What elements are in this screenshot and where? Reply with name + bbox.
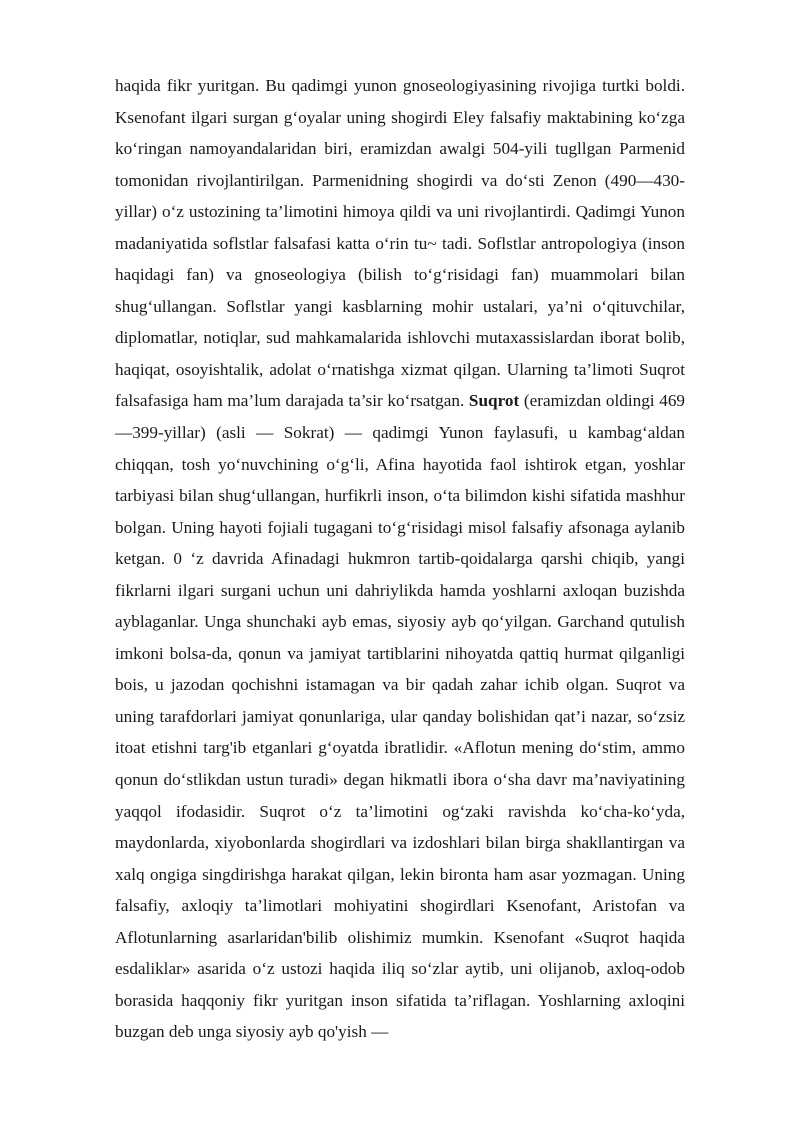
bold-term-suqrot: Suqrot [468,391,520,411]
paragraph-text-before-bold: haqida fikr yuritgan. Bu qadimgi yunon gnoseologiyasining rivojiga turtki boldi. Ksenofant ilgari surgan g‘oyalar uning shogirdi Eley falsafiy maktabining ko‘zga ko‘ringan namoyandalaridan biri, eramizdan awalgi 504-yili tugllgan Parmenid tomonidan rivojlantirilgan. Parmenidning shogirdi va do‘sti Zenon (490—430-yillar) o‘z ustozining ta’limotini himoya qildi va uni rivojlantirdi. Qadimgi Yunon madaniyatida soflstlar falsafasi katta o‘rin tu~ tadi. Soflstlar antropologiya (inson haqidagi fan) va gnoseologiya (bilish to‘g‘risidagi fan) muammolari bilan shug‘ullangan. Soflstlar yangi kasblarning mohir ustalari, ya’ni o‘qituvchilar, diplomatlar, notiqlar, sud mahkamalarida ishlovchi mutaxassislardan iborat bolib, haqiqat, osoyishtalik, adolat o‘rnatishga xizmat qilgan. Ularning ta’limoti Suqrot falsafasiga ham ma’lum darajada ta’sir ko‘rsatgan. [115,76,685,411]
document-page [115,70,685,1048]
paragraph-text-after-bold: (eramizdan oldingi 469 —399-yillar) (asli — Sokrat) — qadimgi Yunon faylasufi, u kambag‘aldan chiqqan, tosh yo‘nuvchining o‘g‘li, Afina hayotida faol ishtirok etgan, yoshlar tarbiyasi bilan shug‘ullangan, hurfikrli inson, o‘ta bilimdon kishi sifatida mashhur bolgan. Uning hayoti fojiali tugagani to‘g‘risidagi misol falsafiy afsonaga aylanib ketgan. 0 ‘z davrida Afinadagi hukmron tartib-qoidalarga qarshi chiqib, yangi fikrlarni ilgari surgani uchun uni dahriylikda hamda yoshlarni axloqan buzishda ayblaganlar. Unga shunchaki ayb emas, siyosiy ayb qo‘yilgan. Garchand qutulish imkoni bolsa-da, qonun va jamiyat tartiblarini nihoyatda qattiq hurmat qilganligi bois, u jazodan qochishni istamagan va bir qadah zahar ichib olgan. Suqrot va uning tarafdorlari jamiyat qonunlariga, ular qanday bolishidan qat’i nazar, so‘zsiz itoat etishni targ'ib etganlari g‘oyatda ibratlidir. «Aflotun mening do‘stim, ammo qonun do‘stlikdan ustun turadi» degan hikmatli ibora o‘sha davr ma’naviyatining yaqqol ifodasidir. Suqrot o‘z ta’limotini og‘zaki ravishda ko‘cha-ko‘yda, maydonlarda, xiyobonlarda shogirdlari va izdoshlari bilan birga shakllantirgan va xalq ongiga singdirishga harakat qilgan, lekin bironta ham asar yozmagan. Uning falsafiy, axloqiy ta’limotlari mohiyatini shogirdlari Ksenofant, Aristofan va Aflotunlarning asarlaridan'bilib olishimiz mumkin. Ksenofant «Suqrot haqida esdaliklar» asarida o‘z ustozi haqida iliq so‘zlar aytib, uni olijanob, axloq-odob borasida haqqoniy fikr yuritgan inson sifatida ta’riflagan. Yoshlarning axloqini buzgan deb unga siyosiy ayb qo'yish — [115,391,686,1042]
body-paragraph [115,70,685,1048]
